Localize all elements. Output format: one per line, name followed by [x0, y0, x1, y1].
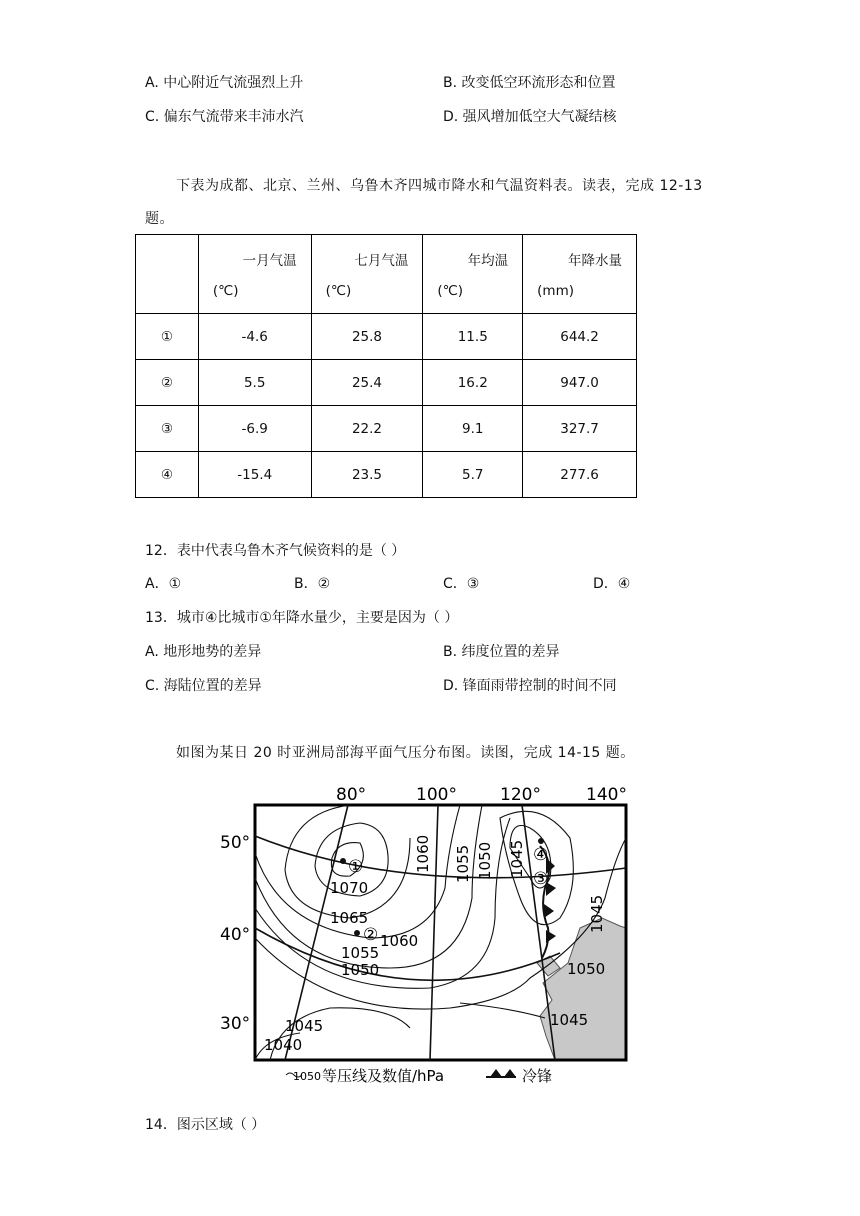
cell-jul: 23.5 [311, 452, 423, 498]
isobar-label: 1065 [330, 909, 369, 927]
table-header-jan [198, 235, 311, 314]
lat-label: 50° [220, 833, 251, 853]
isobar-label: 1045 [588, 894, 606, 933]
cell-precip: 644.2 [523, 314, 637, 360]
table-row [136, 360, 637, 406]
table-header-blank [136, 235, 199, 314]
cell-jan: -6.9 [198, 406, 311, 452]
header-precip-label: 年降水量 [568, 253, 622, 269]
isobar-label: 1055 [341, 944, 380, 962]
cell-precip: 947.0 [523, 360, 637, 406]
lon-label: 100° [416, 785, 457, 805]
lat-label: 40° [220, 925, 251, 945]
isobar-label: 1070 [330, 879, 369, 897]
q13-option-b: B. 纬度位置的差异 [443, 644, 560, 660]
q13-stem: 13．城市④比城市①年降水量少，主要是因为（ ） [145, 610, 459, 626]
isobar-label: 1050 [567, 960, 606, 978]
isobar-label: 1055 [454, 844, 472, 883]
table-header-row [136, 235, 637, 314]
q13-option-c: C. 海陆位置的差异 [145, 678, 262, 694]
cell-precip: 277.6 [523, 452, 637, 498]
header-precip-unit: (mm) [537, 283, 574, 299]
isobar-label: 1040 [264, 1036, 303, 1054]
cell-avg: 11.5 [423, 314, 523, 360]
isobar-label: 1045 [285, 1017, 324, 1035]
q13-option-d: D. 锋面雨带控制的时间不同 [443, 678, 617, 694]
cell-jul: 22.2 [311, 406, 423, 452]
row-id: ③ [136, 406, 199, 452]
q14-stem: 14．图示区域（ ） [145, 1117, 266, 1133]
header-jul-unit: (℃) [325, 283, 352, 299]
city-marker: ④ [533, 845, 549, 865]
isobar-label: 1050 [476, 841, 494, 880]
legend-isobar-text: 等压线及数值/hPa [322, 1067, 445, 1085]
cell-avg: 9.1 [423, 406, 523, 452]
row-id: ① [136, 314, 199, 360]
cell-jul: 25.8 [311, 314, 423, 360]
q12-option-c: C．③ [443, 576, 480, 592]
city-dot [354, 930, 360, 936]
city-marker: ② [363, 925, 379, 945]
city-marker: ③ [533, 869, 549, 889]
intro-12-13-line2: 题。 [145, 211, 174, 227]
intro-12-13-line1: 下表为成都、北京、兰州、乌鲁木齐四城市降水和气温资料表。读表，完成 12-13 [176, 178, 703, 194]
table-header-avg [423, 235, 523, 314]
header-jul-label: 七月气温 [354, 253, 409, 269]
q11-option-d: D. 强风增加低空大气凝结核 [443, 109, 617, 125]
lat-label: 30° [220, 1014, 251, 1034]
city-dot [538, 838, 544, 844]
cell-avg: 16.2 [423, 360, 523, 406]
isobar-label: 1050 [341, 961, 380, 979]
isobar-label: 1045 [508, 839, 526, 878]
lon-label: 140° [586, 785, 627, 805]
q12-option-b: B．② [294, 576, 331, 592]
cell-jan: -15.4 [198, 452, 311, 498]
q12-option-a: A．① [145, 576, 182, 592]
city-dot [340, 858, 346, 864]
isobar-label: 1045 [550, 1011, 589, 1029]
table-row [136, 452, 637, 498]
header-jan-unit: (℃) [212, 283, 239, 299]
isobar-label: 1060 [414, 834, 432, 873]
table-row [136, 314, 637, 360]
lon-label: 80° [336, 785, 367, 805]
map-legend [286, 1067, 552, 1085]
q11-option-a: A. 中心附近气流强烈上升 [145, 75, 304, 91]
cell-jan: -4.6 [198, 314, 311, 360]
header-avg-label: 年均温 [467, 253, 509, 269]
cell-avg: 5.7 [423, 452, 523, 498]
row-id: ④ [136, 452, 199, 498]
q12-option-d: D．④ [593, 576, 631, 592]
legend-isobar-sample: 1050 [293, 1070, 321, 1083]
legend-front-text: 冷锋 [522, 1067, 553, 1085]
lon-label: 120° [500, 785, 541, 805]
row-id: ② [136, 360, 199, 406]
cell-precip: 327.7 [523, 406, 637, 452]
intro-14-15: 如图为某日 20 时亚洲局部海平面气压分布图。读图，完成 14-15 题。 [176, 745, 635, 761]
cell-jan: 5.5 [198, 360, 311, 406]
city-marker: ① [348, 857, 364, 877]
header-avg-unit: (℃) [437, 283, 464, 299]
q11-option-b: B. 改变低空环流形态和位置 [443, 75, 616, 91]
table-header-jul [311, 235, 423, 314]
pressure-map [210, 778, 640, 1098]
table-row [136, 406, 637, 452]
isobar-label: 1060 [380, 932, 419, 950]
table-header-precip [523, 235, 637, 314]
q11-option-c: C. 偏东气流带来丰沛水汽 [145, 109, 304, 125]
q12-stem: 12．表中代表乌鲁木齐气候资料的是（ ） [145, 543, 406, 559]
climate-table [135, 234, 637, 498]
q13-option-a: A. 地形地势的差异 [145, 644, 262, 660]
cell-jul: 25.4 [311, 360, 423, 406]
header-jan-label: 一月气温 [242, 253, 297, 269]
